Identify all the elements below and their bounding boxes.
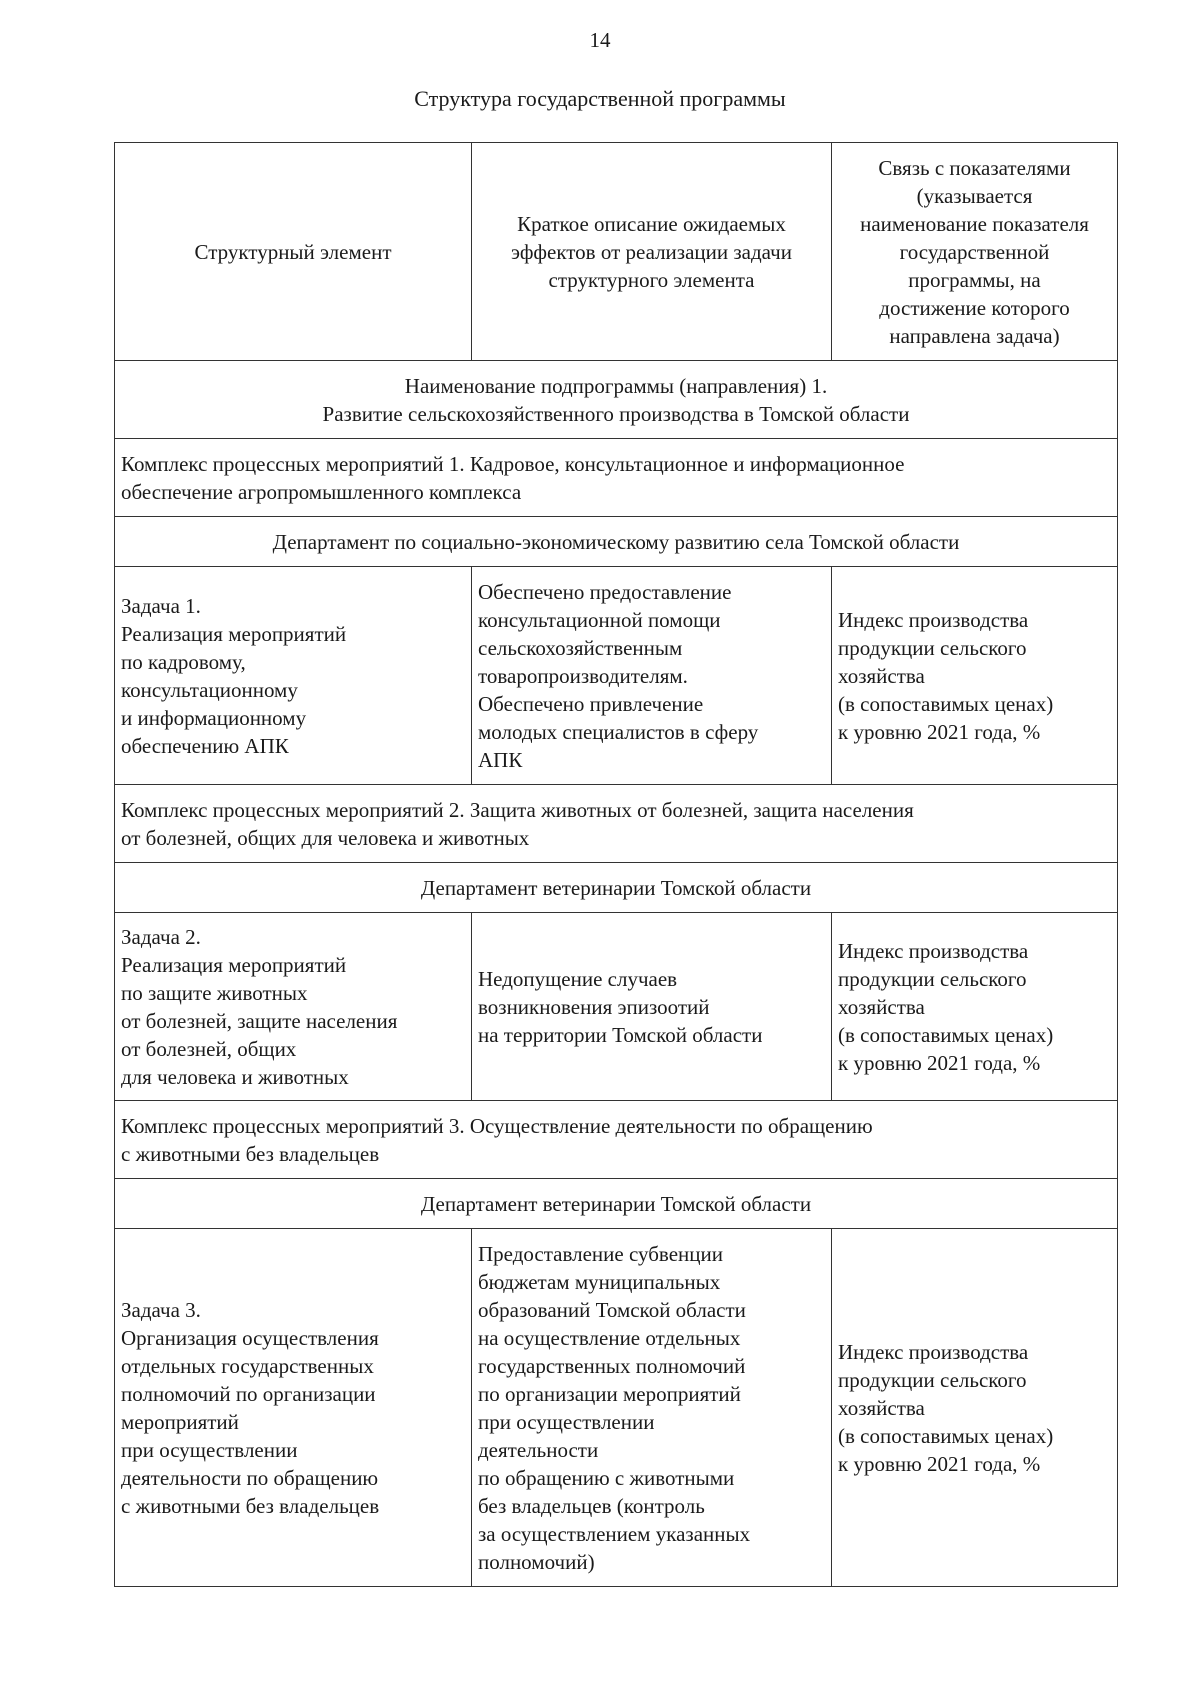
task-description: Задача 3. Организация осуществления отдельных государственных полномочий по организации мероприятий при осуществлении деятельности по обращению с животными без владельцев: [115, 1229, 472, 1587]
header-indicator-link: Связь с показателями (указывается наименование показателя государственной программы, на достижение которого направлена задача): [832, 143, 1118, 361]
task-description: Задача 2. Реализация мероприятий по защите животных от болезней, защите населения от болезней, общих для человека и животных: [115, 913, 472, 1101]
department-row: [115, 517, 1118, 567]
subprogram-name: Наименование подпрограммы (направления) 1. Развитие сельскохозяйственного производства в Томской области: [115, 361, 1118, 439]
header-expected-effects: Краткое описание ожидаемых эффектов от реализации задачи структурного элемента: [472, 143, 832, 361]
task-indicator: Индекс производства продукции сельского хозяйства (в сопоставимых ценах) к уровню 2021 года, %: [832, 1229, 1118, 1587]
responsible-department: Департамент ветеринарии Томской области: [115, 863, 1118, 913]
program-structure-table: [114, 142, 1118, 1587]
task-row: [115, 1229, 1118, 1587]
complex-title: Комплекс процессных мероприятий 3. Осуществление деятельности по обращению с животными без владельцев: [115, 1101, 1118, 1179]
complex-title: Комплекс процессных мероприятий 2. Защита животных от болезней, защита населения от болезней, общих для человека и животных: [115, 785, 1118, 863]
department-row: [115, 863, 1118, 913]
responsible-department: Департамент по социально-экономическому развитию села Томской области: [115, 517, 1118, 567]
document-title: Структура государственной программы: [414, 86, 786, 111]
complex-title: Комплекс процессных мероприятий 1. Кадровое, консультационное и информационное обеспечение агропромышленного комплекса: [115, 439, 1118, 517]
task-effect: Предоставление субвенции бюджетам муниципальных образований Томской области на осуществление отдельных государственных полномочий по организации мероприятий при осуществлении деятельности по обращению с животными без владельцев (контроль за осуществлением указанных полномочий): [472, 1229, 832, 1587]
task-row: [115, 567, 1118, 785]
complex-title-row: [115, 1101, 1118, 1179]
task-row: [115, 913, 1118, 1101]
task-description: Задача 1. Реализация мероприятий по кадровому, консультационному и информационному обеспечению АПК: [115, 567, 472, 785]
page-number: 14: [589, 28, 611, 52]
task-effect: Обеспечено предоставление консультационной помощи сельскохозяйственным товаропроизводителям. Обеспечено привлечение молодых специалистов в сферу АПК: [472, 567, 832, 785]
task-effect: Недопущение случаев возникновения эпизоотий на территории Томской области: [472, 913, 832, 1101]
task-indicator: Индекс производства продукции сельского хозяйства (в сопоставимых ценах) к уровню 2021 года, %: [832, 567, 1118, 785]
task-indicator: Индекс производства продукции сельского хозяйства (в сопоставимых ценах) к уровню 2021 года, %: [832, 913, 1118, 1101]
header-row: [115, 143, 1118, 361]
responsible-department: Департамент ветеринарии Томской области: [115, 1179, 1118, 1229]
subprogram-row: [115, 361, 1118, 439]
complex-title-row: [115, 439, 1118, 517]
department-row: [115, 1179, 1118, 1229]
complex-title-row: [115, 785, 1118, 863]
header-structural-element: Структурный элемент: [115, 143, 472, 361]
